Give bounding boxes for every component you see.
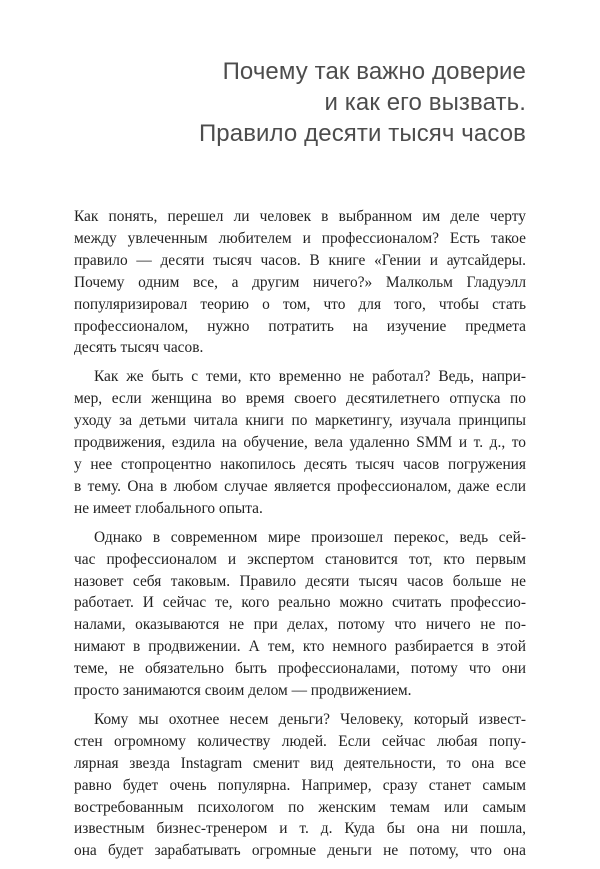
body-text <box>74 206 526 869</box>
text-line: назовет себя таковым. Правило десяти тысяч часов больше не <box>74 572 526 590</box>
text-line: налами, оказываются не при делах, потому что ничего не по- <box>74 616 526 634</box>
text-line: известным бизнес-тренером и т. д. Куда бы она ни пошла, <box>74 820 526 838</box>
text-line: Однако в современном мире произошел перекос, ведь сей- <box>94 528 526 546</box>
paragraph <box>74 366 526 519</box>
text-line: просто занимаются своим делом — продвижением. <box>74 682 412 700</box>
text-line: востребованным психологом по женским темам или самым <box>74 798 526 816</box>
text-line: нимают в продвижении. А тем, кто немного разбирается в этой <box>74 638 526 656</box>
paragraph <box>74 709 526 862</box>
text-line: не имеет глобального опыта. <box>74 499 263 517</box>
text-line: она будет зарабатывать огромные деньги не потому, что она <box>74 842 526 860</box>
text-line: Как же быть с теми, кто временно не работал? Ведь, напри- <box>94 368 526 386</box>
text-line: работает. И сейчас те, кого реально можно считать профессио- <box>74 594 526 612</box>
text-line: лярная звезда Instagram сменит вид деятельности, то она все <box>74 754 526 772</box>
text-line: десять тысяч часов. <box>74 339 204 357</box>
text-line: профессионалом, нужно потратить на изучение предмета <box>74 317 526 335</box>
text-line: правило — десяти тысяч часов. В книге «Гении и аутсайдеры. <box>74 251 526 269</box>
text-line: Как понять, перешел ли человек в выбранном им деле черту <box>74 208 526 225</box>
paragraph <box>74 206 526 359</box>
text-line: популяризировал теорию о том, что для того, чтобы стать <box>74 295 526 313</box>
text-line: продвижения, ездила на обучение, вела удаленно SMM и т. д., то <box>74 434 526 452</box>
text-line: уходу за детьми читала книги по маркетингу, изучала принципы <box>74 412 526 430</box>
text-line: равно будет очень популярна. Например, сразу станет самым <box>74 776 526 794</box>
text-line: у нее стопроцентно накопилось десять тысяч часов погружения <box>74 455 526 473</box>
chapter-title-line: и как его вызвать. <box>324 89 526 116</box>
chapter-title-line: Почему так важно доверие <box>222 58 526 85</box>
chapter-title <box>56 56 526 149</box>
text-line: час профессионалом и экспертом становится тот, кто первым <box>74 550 526 568</box>
chapter-title-line: Правило десяти тысяч часов <box>198 120 526 147</box>
text-line: мер, если женщина во время своего десятилетнего отпуска по <box>74 390 526 408</box>
text-line: теме, не обязательно быть профессионалами, потому что они <box>74 660 526 678</box>
text-line: Кому мы охотнее несем деньги? Человеку, который извест- <box>94 710 526 728</box>
text-line: между увлеченным любителем и профессионалом? Есть такое <box>74 229 526 247</box>
text-line: Почему одним все, а другим ничего?» Малкольм Гладуэлл <box>74 273 526 291</box>
text-line: стен огромному количеству людей. Если сейчас любая попу- <box>74 732 526 750</box>
text-line: в тему. Она в любом случае является профессионалом, даже если <box>74 477 526 495</box>
paragraph <box>74 527 526 702</box>
